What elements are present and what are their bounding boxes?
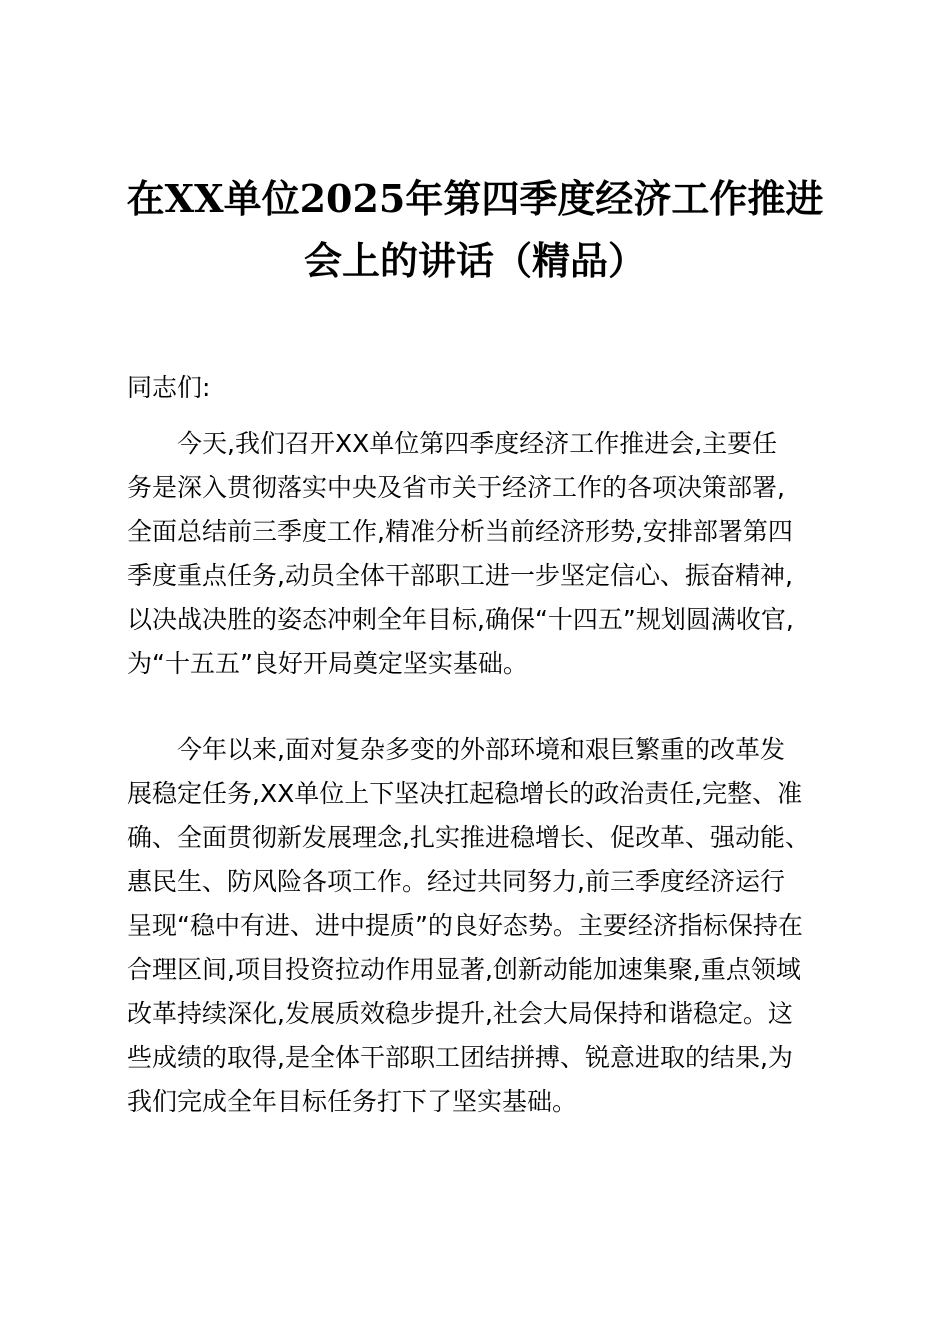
paragraph-1	[127, 422, 827, 686]
text-line: 些成绩的取得,是全体干部职工团结拼搏、锐意进取的结果,为	[127, 1043, 793, 1072]
text-line: 展稳定任务,XX单位上下坚决扛起稳增长的政治责任,完整、准	[127, 779, 803, 808]
text-line: 全面总结前三季度工作,精准分析当前经济形势,安排部署第四	[127, 517, 793, 546]
text-line: 呈现“稳中有进、进中提质”的良好态势。主要经济指标保持在	[127, 911, 803, 940]
text-line: 我们完成全年目标任务打下了坚实基础。	[127, 1087, 578, 1116]
text-line: 以决战决胜的姿态冲刺全年目标,确保“十四五”规划圆满收官,	[127, 605, 794, 634]
text-line: 改革持续深化,发展质效稳步提升,社会大局保持和谐稳定。这	[127, 999, 793, 1028]
text-line: 今天,我们召开XX单位第四季度经济工作推进会,主要任	[177, 429, 778, 458]
text-line: 季度重点任务,动员全体干部职工进一步坚定信心、振奋精神,	[127, 561, 793, 590]
title-line: 在XX单位2025年第四季度经济工作推进	[126, 176, 824, 221]
text-line: 合理区间,项目投资拉动作用显著,创新动能加速集聚,重点领域	[127, 955, 801, 984]
text-line: 确、全面贯彻新发展理念,扎实推进稳增长、促改革、强动能、	[127, 823, 810, 852]
greeting: 同志们:	[127, 373, 211, 402]
text-line: 今年以来,面对复杂多变的外部环境和艰巨繁重的改革发	[177, 735, 785, 764]
document-title	[100, 168, 850, 292]
text-line: 惠民生、防风险各项工作。经过共同努力,前三季度经济运行	[127, 867, 785, 896]
title-line: 会上的讲话（精品）	[303, 238, 646, 283]
text-line: 务是深入贯彻落实中央及省市关于经济工作的各项决策部署,	[127, 473, 785, 502]
text-line: 为“十五五”良好开局奠定坚实基础。	[127, 649, 528, 678]
paragraph-2	[127, 728, 827, 1124]
